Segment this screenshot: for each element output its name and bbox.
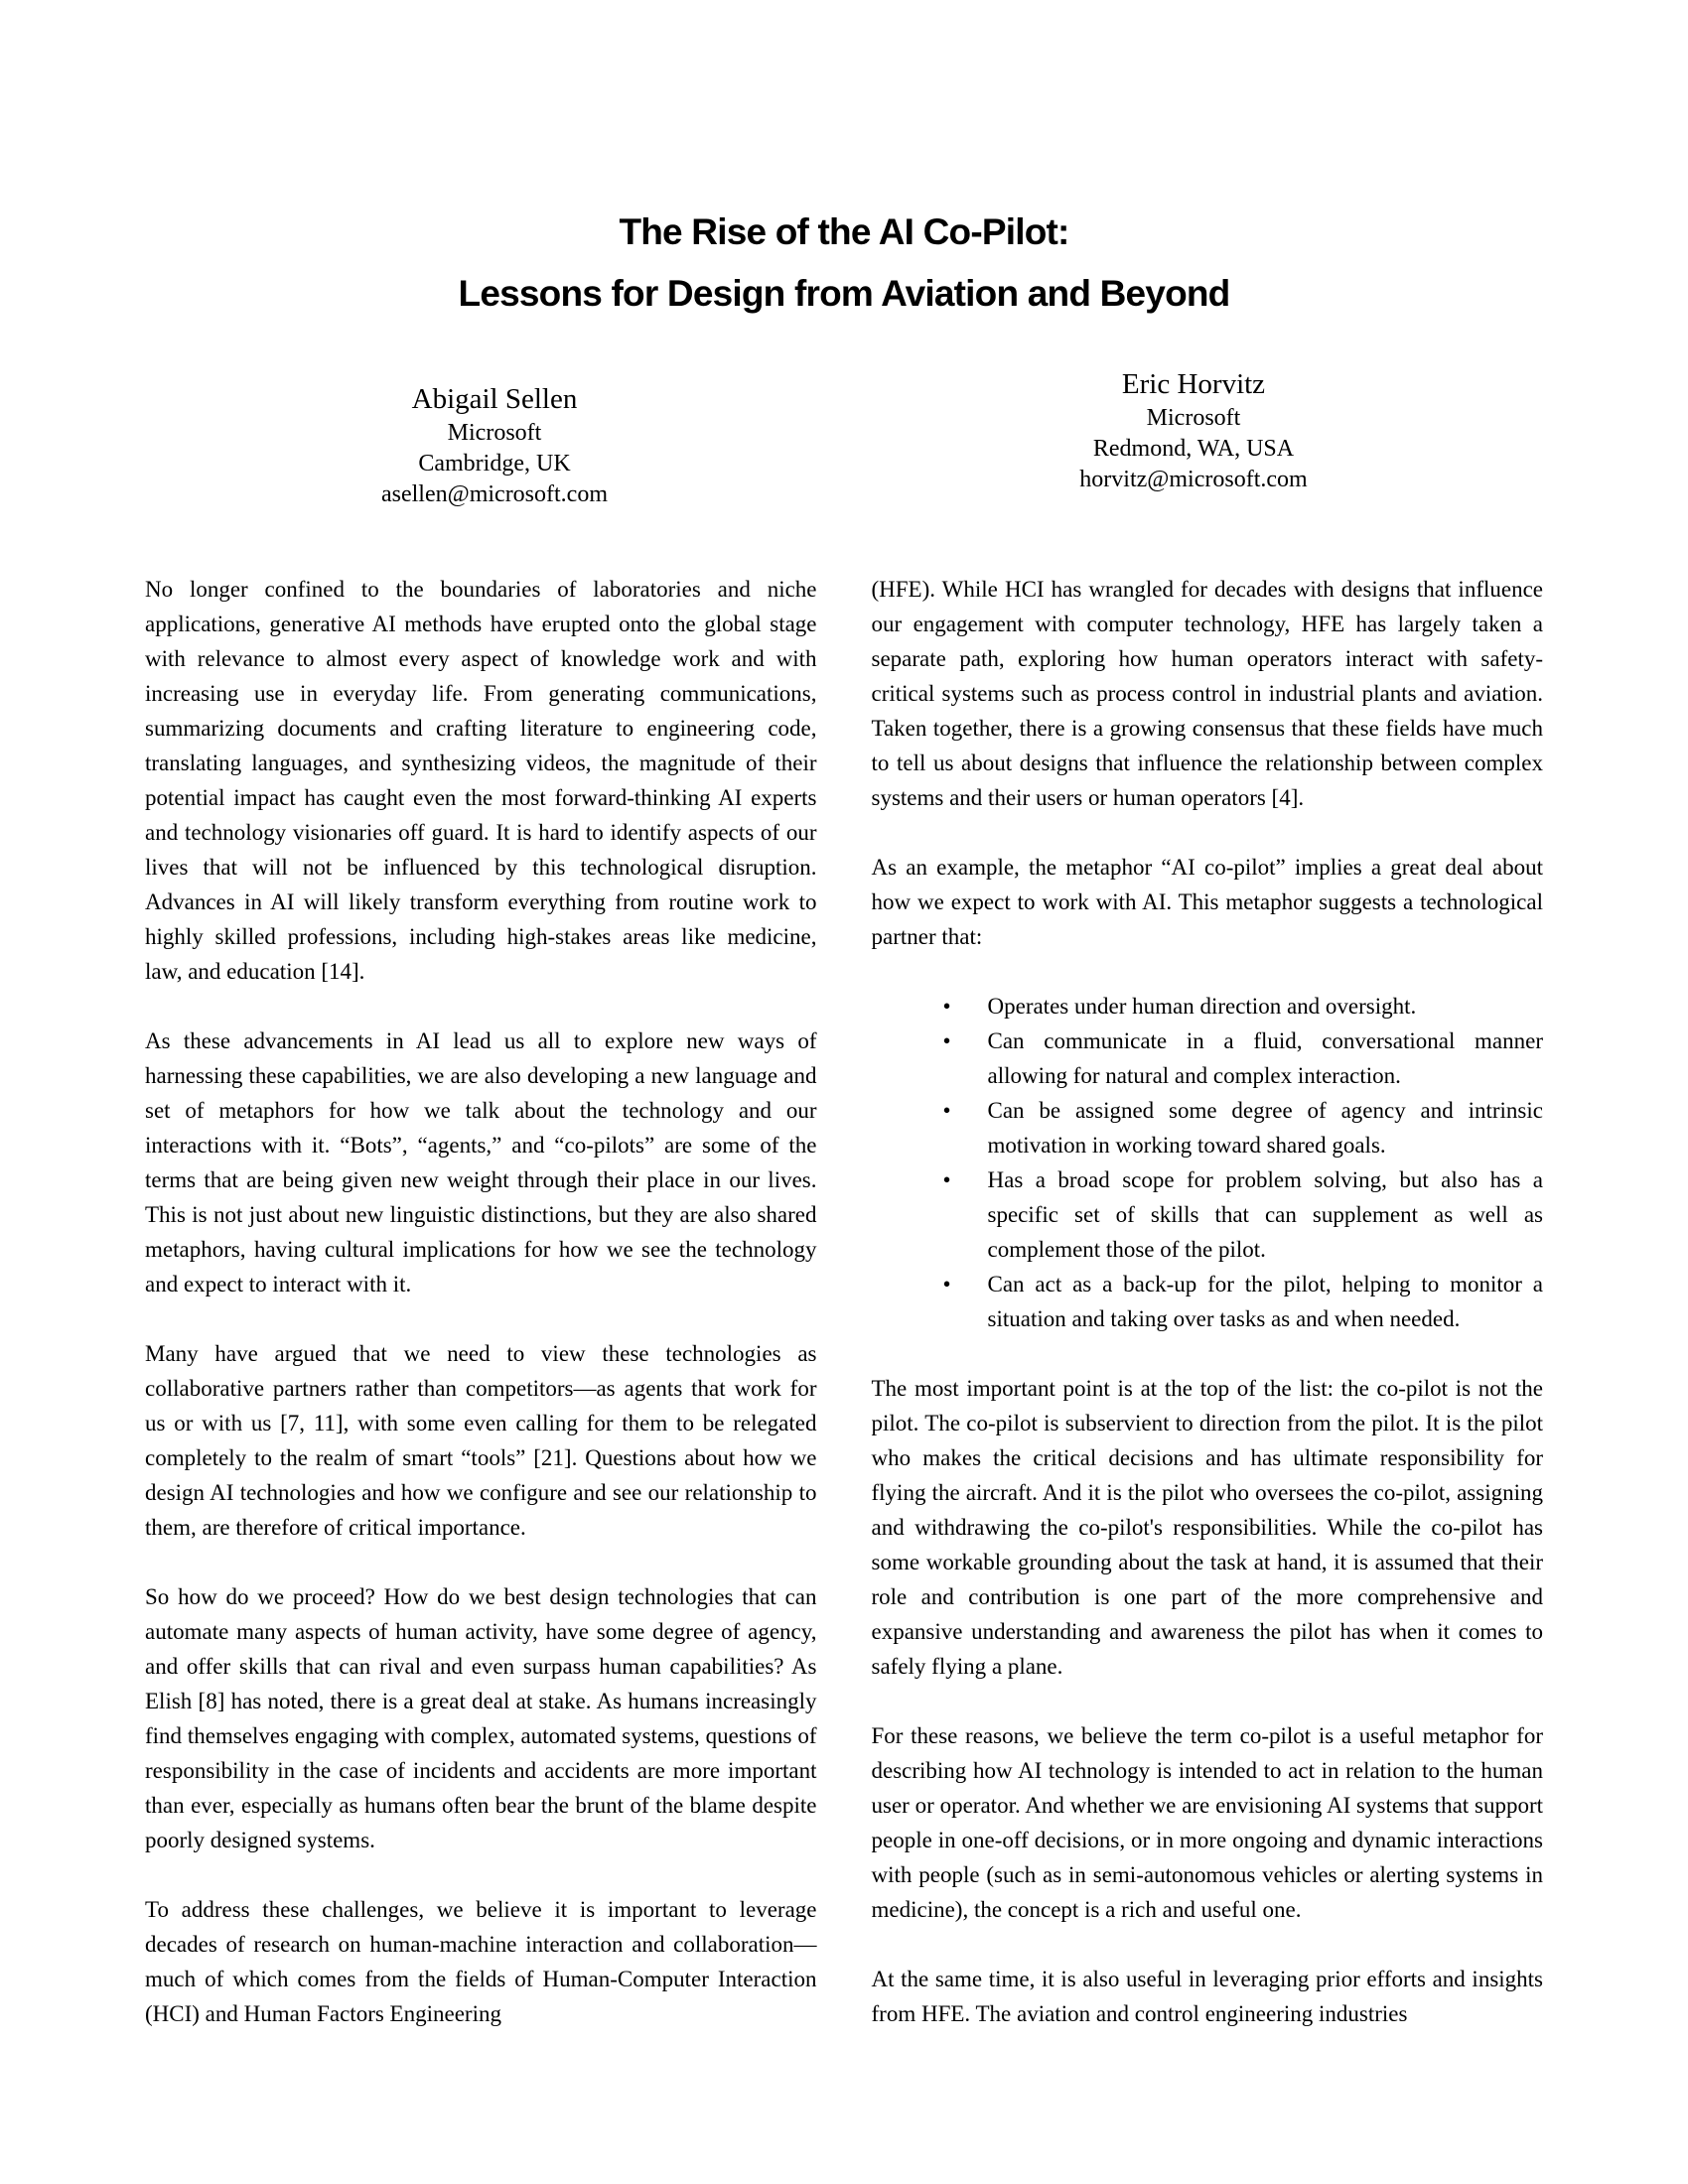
author-email: asellen@microsoft.com xyxy=(380,481,609,507)
bullet-icon: • xyxy=(942,1098,951,1123)
paragraph: As these advancements in AI lead us all to explore new ways of harnessing these capabilities, we are also developing a new language and set of metaphors for how we talk about the technology and our interactions with it. “Bots”, “agents,” and “co-pilots” are some of the terms that are being given new weight through their place in our lives. This is not just about new linguistic distinctions, but they are also shared metaphors, having cultural implications for how we see the technology and expect to interact with it. xyxy=(145,1028,817,1297)
bullet-text: Can communicate in a fluid, conversational manner allowing for natural and complex interaction. xyxy=(987,1028,1543,1088)
paper-title xyxy=(145,202,1543,325)
author-location: Cambridge, UK xyxy=(418,451,571,477)
author-block xyxy=(145,366,1543,510)
bullet-icon: • xyxy=(942,1167,951,1192)
author-name: Eric Horvitz xyxy=(1121,368,1266,400)
paragraph: Many have argued that we need to view these technologies as collaborative partners rather than competitors—as agents that work for us or with us [7, 11], with some even calling for them to be relegated completely to the realm of smart “tools” [21]. Questions about how we design AI technologies and how we configure and see our relationship to them, are therefore of critical importance. xyxy=(145,1341,817,1540)
bullet-item xyxy=(872,1162,1544,1267)
bullet-icon: • xyxy=(942,994,951,1019)
title-line-2: Lessons for Design from Aviation and Beyond xyxy=(458,273,1230,314)
author-email: horvitz@microsoft.com xyxy=(1079,467,1308,492)
author-location: Redmond, WA, USA xyxy=(1092,436,1295,462)
bullet-item xyxy=(872,989,1544,1024)
bullet-icon: • xyxy=(942,1028,951,1053)
author-card-eric-horvitz xyxy=(844,366,1543,510)
paragraph: (HFE). While HCI has wrangled for decades with designs that influence our engagement with computer technology, HFE has largely taken a separate path, exploring how human operators interact with safety-critical systems such as process control in industrial plants and aviation. Taken together, there is a growing consensus that these fields have much to tell us about designs that influence the relationship between complex systems and their users or human operators [4]. xyxy=(871,577,1543,810)
paragraph: As an example, the metaphor “AI co-pilot” implies a great deal about how we expect to work with AI. This metaphor suggests a technological partner that: xyxy=(871,855,1543,949)
left-column xyxy=(145,572,817,2066)
author-affiliation: Microsoft xyxy=(447,420,542,446)
bullet-item xyxy=(872,1024,1544,1093)
author-card-abigail-sellen xyxy=(145,366,844,510)
bullet-text: Operates under human direction and oversight. xyxy=(987,994,1417,1019)
author-name: Abigail Sellen xyxy=(411,383,578,415)
bullet-item xyxy=(872,1267,1544,1336)
author-affiliation: Microsoft xyxy=(1146,405,1241,431)
body-columns xyxy=(145,572,1543,2066)
bullet-item xyxy=(872,1093,1544,1162)
bullet-icon: • xyxy=(942,1272,951,1297)
bullet-text: Has a broad scope for problem solving, but also has a specific set of skills that can supplement as well as complement those of the pilot. xyxy=(987,1167,1543,1262)
right-column xyxy=(872,572,1544,2066)
paragraph: For these reasons, we believe the term co-pilot is a useful metaphor for describing how AI technology is intended to act in relation to the human user or operator. And whether we are envisioning AI systems that support people in one-off decisions, or in more ongoing and dynamic interactions with people (such as in semi-autonomous vehicles or alerting systems in medicine), the concept is a rich and useful one. xyxy=(871,1723,1543,1922)
bullet-list xyxy=(872,989,1544,1336)
paragraph: To address these challenges, we believe it is important to leverage decades of research on human-machine interaction and collaboration—much of which comes from the fields of Human-Computer Interaction (HCI) and Human Factors Engineering xyxy=(145,1897,817,2026)
paragraph: So how do we proceed? How do we best design technologies that can automate many aspects of human activity, have some degree of agency, and offer skills that can rival and even surpass human capabilities? As Elish [8] has noted, there is a great deal at stake. As humans increasingly find themselves engaging with complex, automated systems, questions of responsibility in the case of incidents and accidents are more important than ever, especially as humans often bear the brunt of the blame despite poorly designed systems. xyxy=(145,1584,817,1852)
bullet-text: Can act as a back-up for the pilot, helping to monitor a situation and taking over tasks as and when needed. xyxy=(987,1272,1543,1331)
title-line-1: The Rise of the AI Co-Pilot: xyxy=(619,211,1069,252)
paragraph: No longer confined to the boundaries of laboratories and niche applications, generative AI methods have erupted onto the global stage with relevance to almost every aspect of knowledge work and with increasing use in everyday life. From generating communications, summarizing documents and crafting literature to engineering code, translating languages, and synthesizing videos, the magnitude of their potential impact has caught even the most forward-thinking AI experts and technology visionaries off guard. It is hard to identify aspects of our lives that will not be influenced by this technological disruption. Advances in AI will likely transform everything from routine work to highly skilled professions, including high-stakes areas like medicine, law, and education [14]. xyxy=(145,577,817,984)
bullet-text: Can be assigned some degree of agency and intrinsic motivation in working toward shared goals. xyxy=(987,1098,1543,1158)
title-block xyxy=(145,0,1543,325)
paragraph: The most important point is at the top of the list: the co-pilot is not the pilot. The co-pilot is subservient to direction from the pilot. It is the pilot who makes the critical decisions and has ultimate responsibility for flying the aircraft. And it is the pilot who oversees the co-pilot, assigning and withdrawing the co-pilot's responsibilities. While the co-pilot has some workable grounding about the task at hand, it is assumed that their role and contribution is one part of the more comprehensive and expansive understanding and awareness the pilot has when it comes to safely flying a plane. xyxy=(871,1376,1543,1679)
paragraph: At the same time, it is also useful in leveraging prior efforts and insights from HFE. The aviation and control engineering industries xyxy=(871,1967,1543,2026)
